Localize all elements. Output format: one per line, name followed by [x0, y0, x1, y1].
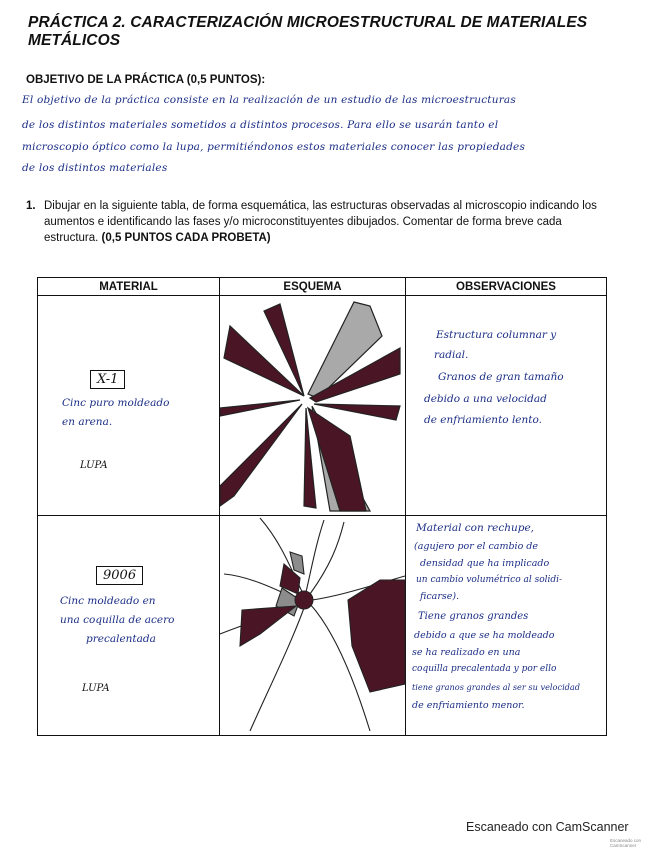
observation-line: se ha realizado en una — [412, 647, 521, 658]
objective-line-2: de los distintos materiales sometidos a distintos procesos. Para ello se usarán tanto el — [22, 119, 499, 131]
grain-dark — [314, 404, 400, 420]
grain-dark — [308, 408, 366, 511]
grain-dark — [220, 400, 300, 416]
scanner-footer: Escaneado con CamScanner — [466, 820, 629, 834]
observation-line: ficarse). — [420, 591, 460, 602]
material-line: precalentada — [86, 633, 156, 645]
grain-dark — [240, 606, 296, 646]
header-observaciones: OBSERVACIONES — [406, 278, 607, 296]
observation-line: debido a una velocidad — [424, 393, 547, 405]
instrument-label-1: LUPA — [80, 460, 108, 471]
grain-boundary — [310, 522, 344, 594]
table-row — [38, 296, 607, 516]
question-text: Dibujar en la siguiente tabla, de forma esquemática, las estructuras observadas al microscopio indicando los aumentos e identificando las fases y/o microconstituyentes dibujados. Comentar de forma breve cada estructura. — [44, 200, 597, 244]
question-points: (0,5 PUNTOS CADA PROBETA) — [101, 232, 271, 244]
header-material: MATERIAL — [38, 278, 220, 296]
sample-id-1: X-1 — [90, 370, 125, 389]
observation-line: radial. — [434, 349, 469, 361]
observations-cell-2 — [406, 516, 607, 736]
schematic-cell-2 — [220, 516, 406, 736]
observation-line: Estructura columnar y — [436, 329, 557, 341]
observation-line: debido a que se ha moldeado — [414, 630, 555, 641]
material-cell-1 — [38, 296, 220, 516]
objective-line-3: microscopio óptico como la lupa, permitiéndonos estos materiales conocer las propiedades — [22, 141, 526, 153]
grain-dark — [348, 580, 405, 692]
material-line: Cinc moldeado en — [60, 595, 156, 607]
instrument-label-2: LUPA — [82, 683, 110, 694]
table-header-row — [38, 278, 607, 296]
material-line: en arena. — [62, 416, 113, 428]
observation-line: un cambio volumétrico al solidi- — [416, 575, 563, 585]
observation-line: de enfriamiento menor. — [412, 700, 525, 711]
table-row — [38, 516, 607, 736]
observation-line: coquilla precalentada y por ello — [412, 664, 557, 674]
material-description-2 — [60, 592, 174, 649]
grain-boundary — [306, 520, 324, 592]
question-number: 1. — [26, 200, 36, 212]
page-title: PRÁCTICA 2. CARACTERIZACIÓN MICROESTRUCTURAL DE MATERIALES METÁLICOS — [28, 14, 588, 49]
sample-id-2: 9006 — [96, 566, 143, 585]
results-table — [37, 277, 607, 736]
observations-cell-1 — [406, 296, 607, 516]
observation-line: (agujero por el cambio de — [414, 541, 539, 552]
schematic-cell-1 — [220, 296, 406, 516]
observation-line: Material con rechupe, — [416, 522, 534, 534]
header-esquema: ESQUEMA — [220, 278, 406, 296]
columnar-grain-sketch — [220, 296, 406, 515]
objective-label: OBJETIVO DE LA PRÁCTICA (0,5 PUNTOS): — [26, 74, 266, 86]
observation-line: tiene granos grandes al ser su velocidad — [412, 682, 581, 692]
observation-line: Tiene granos grandes — [418, 611, 529, 622]
observation-line: de enfriamiento lento. — [424, 414, 542, 426]
shrinkage-cavity — [295, 591, 313, 609]
material-line: una coquilla de acero — [60, 614, 175, 626]
observation-line: densidad que ha implicado — [420, 558, 550, 569]
shrinkage-cavity-sketch — [220, 516, 406, 735]
question-1 — [26, 198, 616, 246]
scanner-credit: Escaneado con CamScanner — [610, 838, 642, 848]
objective-line-1: El objetivo de la práctica consiste en la realización de un estudio de las microestructuras — [22, 94, 516, 106]
material-line: Cinc puro moldeado — [62, 397, 170, 409]
objective-line-4: de los distintos materiales — [22, 162, 168, 174]
material-description-1 — [62, 394, 169, 432]
observation-line: Granos de gran tamaño — [438, 371, 564, 383]
grain-dark — [220, 404, 302, 506]
material-cell-2 — [38, 516, 220, 736]
